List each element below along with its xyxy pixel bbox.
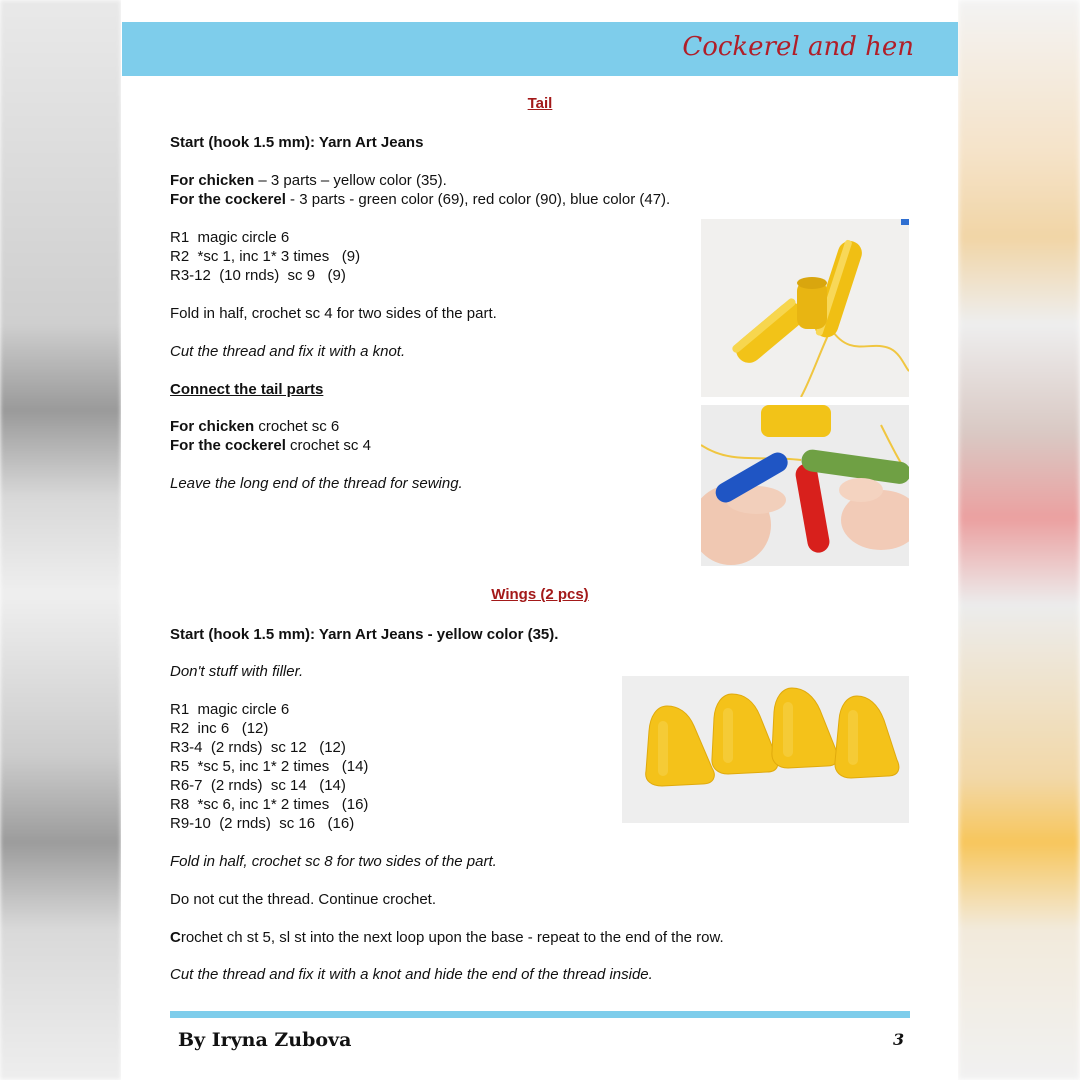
connect-cockerel-text: crochet sc 4 bbox=[285, 437, 371, 454]
wings-continue: Do not cut the thread. Continue crochet. bbox=[170, 891, 436, 908]
wings-row: R1 magic circle 6 bbox=[170, 701, 290, 718]
blurred-background-left bbox=[0, 0, 121, 1080]
tail-chicken-text: – 3 parts – yellow color (35). bbox=[254, 172, 447, 189]
tail-chicken-line bbox=[170, 171, 447, 190]
tail-section-title: Tail bbox=[527, 95, 553, 112]
wings-row: R8 *sc 6, inc 1* 2 times (16) bbox=[170, 796, 369, 813]
wings-row: R2 inc 6 (12) bbox=[170, 720, 269, 737]
tail-cut: Cut the thread and fix it with a knot. bbox=[170, 343, 406, 360]
wings-crochet-line bbox=[170, 928, 724, 947]
tail-cockerel-label: For the cockerel bbox=[170, 191, 286, 208]
tail-chicken-label: For chicken bbox=[170, 172, 255, 189]
connect-tail-title: Connect the tail parts bbox=[170, 381, 324, 398]
tail-row: R2 *sc 1, inc 1* 3 times (9) bbox=[170, 248, 361, 265]
tail-row: R1 magic circle 6 bbox=[170, 229, 290, 246]
blurred-background-right bbox=[958, 0, 1080, 1080]
connect-chicken-line bbox=[170, 417, 339, 436]
connect-chicken-label: For chicken bbox=[170, 418, 255, 435]
wings-start: Start (hook 1.5 mm): Yarn Art Jeans - yellow color (35). bbox=[170, 626, 559, 643]
tail-cockerel-text: - 3 parts - green color (69), red color (90), blue color (47). bbox=[285, 191, 671, 208]
footer-divider bbox=[170, 1011, 910, 1018]
tail-cockerel-line bbox=[170, 190, 670, 209]
wings-fold: Fold in half, crochet sc 8 for two sides of the part. bbox=[170, 853, 497, 870]
wings-crochet-initial: C bbox=[170, 929, 181, 946]
wings-dont-stuff: Don't stuff with filler. bbox=[170, 663, 304, 680]
wings-section-title: Wings (2 pcs) bbox=[491, 586, 589, 603]
wings-row: R6-7 (2 rnds) sc 14 (14) bbox=[170, 777, 346, 794]
page-number: 3 bbox=[893, 1030, 905, 1049]
tail-fold: Fold in half, crochet sc 4 for two sides of the part. bbox=[170, 305, 497, 322]
wings-row: R9-10 (2 rnds) sc 16 (16) bbox=[170, 815, 355, 832]
wings-photo bbox=[622, 676, 909, 823]
connect-cockerel-label: For the cockerel bbox=[170, 437, 286, 454]
connect-cockerel-line bbox=[170, 436, 371, 455]
footer-author: By Iryna Zubova bbox=[178, 1029, 352, 1051]
tail-connecting-photo bbox=[701, 405, 909, 566]
wings-crochet-rest: rochet ch st 5, sl st into the next loop upon the base - repeat to the end of the row. bbox=[180, 929, 724, 946]
connect-chicken-text: crochet sc 6 bbox=[254, 418, 340, 435]
tail-start: Start (hook 1.5 mm): Yarn Art Jeans bbox=[170, 134, 424, 151]
tail-row: R3-12 (10 rnds) sc 9 (9) bbox=[170, 267, 346, 284]
header-band bbox=[122, 22, 958, 76]
tail-leave-thread: Leave the long end of the thread for sewing. bbox=[170, 475, 463, 492]
header-title: Cockerel and hen bbox=[682, 32, 914, 62]
wings-row: R3-4 (2 rnds) sc 12 (12) bbox=[170, 739, 346, 756]
wings-cut: Cut the thread and fix it with a knot and hide the end of the thread inside. bbox=[170, 966, 653, 983]
wings-row: R5 *sc 5, inc 1* 2 times (14) bbox=[170, 758, 369, 775]
tail-parts-photo bbox=[701, 219, 909, 397]
